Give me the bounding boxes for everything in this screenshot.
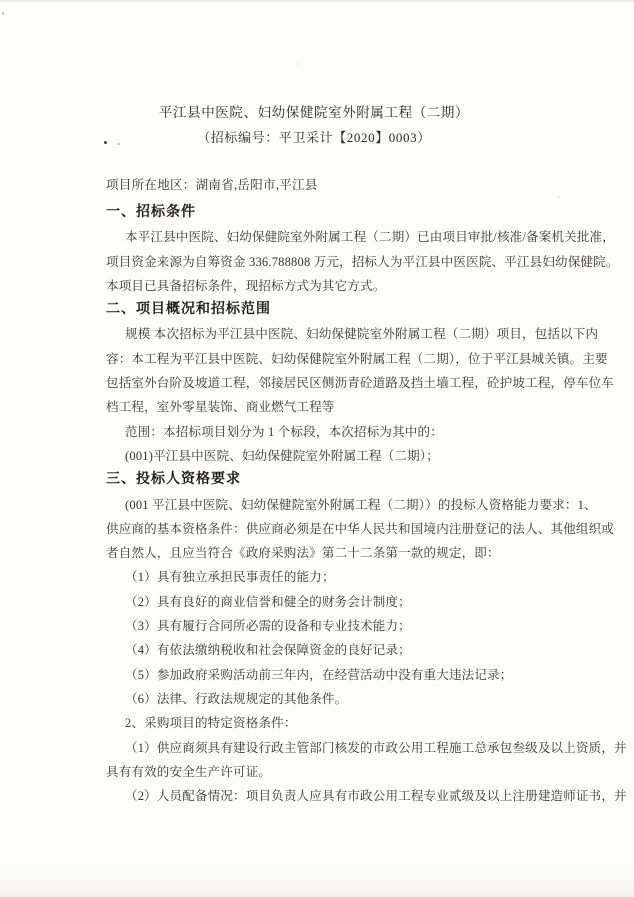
scan-speck — [2, 12, 4, 15]
doc-line: （1）供应商须具有建设行政主管部门核发的市政公用工程施工总承包叁级及以上资质，并 — [125, 740, 627, 755]
doc-line: 范围：本招标项目划分为 1 个标段，本次招标为其中的： — [125, 424, 443, 439]
doc-line: 者自然人，且应当符合《政府采购法》第二十二条第一款的规定，即： — [106, 546, 500, 561]
doc-line: (001)平江县中医院、妇幼保健院室外附属工程（二期）； — [125, 448, 439, 463]
scan-bottom-edge-shadow — [0, 867, 634, 897]
doc-line: （1）具有独立承担民事责任的能力； — [125, 570, 335, 585]
scan-speck — [104, 141, 107, 144]
document-body — [106, 201, 627, 808]
doc-line: 具有有效的安全生产许可证。 — [106, 764, 272, 779]
doc-line: （4）有依法缴纳税收和社会保障资金的良好记录； — [125, 643, 411, 658]
scan-speck — [117, 143, 120, 145]
doc-line: 2、采购项目的特定资格条件： — [125, 716, 297, 731]
doc-line: 供应商的基本资格条件：供应商必须是在中华人民共和国境内注册登记的法人、其他组织或 — [106, 521, 615, 536]
document-header — [0, 100, 628, 150]
project-location-line: 项目所在地区：湖南省,岳阳市,平江县 — [106, 178, 318, 192]
doc-line: （2）具有良好的商业信誉和健全的财务会计制度； — [125, 594, 411, 609]
scan-speck — [298, 63, 300, 65]
doc-line: （3）具有履行合同所必需的设备和专业技术能力； — [125, 619, 411, 634]
doc-line: 本项目已具备招标条件，现招标方式为其它方式。 — [106, 278, 386, 293]
doc-line: （5）参加政府采购活动前三年内，在经营活动中没有重大违法记录； — [125, 667, 513, 682]
scan-top-edge-shadow — [0, 0, 634, 3]
doc-line: （6）法律、行政法规规定的其他条件。 — [125, 691, 348, 706]
doc-line: 容：本工程为平江县中医院、妇幼保健院室外附属工程（二期），位于平江县城关镇。主要 — [106, 351, 608, 366]
doc-line: (001 平江县中医院、妇幼保健院室外附属工程（二期））的投标人资格能力要求：1、 — [125, 497, 597, 512]
section-2-heading: 二、项目概况和招标范围 — [106, 302, 271, 318]
doc-line: （2）人员配备情况：项目负责人应具有市政公用工程专业贰级及以上注册建造师证书，并 — [125, 789, 627, 804]
section-1-heading: 一、招标条件 — [106, 205, 196, 220]
tender-number-subtitle: （招标编号：平卫采计【2020】0003） — [197, 130, 431, 145]
doc-line: 档工程，室外零星装饰、商业燃气工程等 — [106, 400, 335, 415]
doc-line: 项目资金来源为自筹资金 336.788808 万元，招标人为平江县中医医院、平江县妇幼保健院。 — [106, 254, 619, 269]
doc-line: 本平江县中医院、妇幼保健院室外附属工程（二期）已由项目审批/核准/备案机关批准， — [125, 230, 615, 245]
doc-line: 规模 本次招标为平江县中医院、妇幼保健院室外附属工程（二期）项目，包括以下内 — [125, 327, 599, 342]
document-title: 平江县中医院、妇幼保健院室外附属工程（二期） — [158, 105, 470, 120]
scan-speck — [558, 196, 560, 198]
section-3-heading: 三、投标人资格要求 — [106, 472, 241, 488]
doc-line: 包括室外台阶及坡道工程，邻接居民区侧沥青砼道路及挡土墙工程，砼护坡工程，停车位车 — [106, 376, 615, 391]
